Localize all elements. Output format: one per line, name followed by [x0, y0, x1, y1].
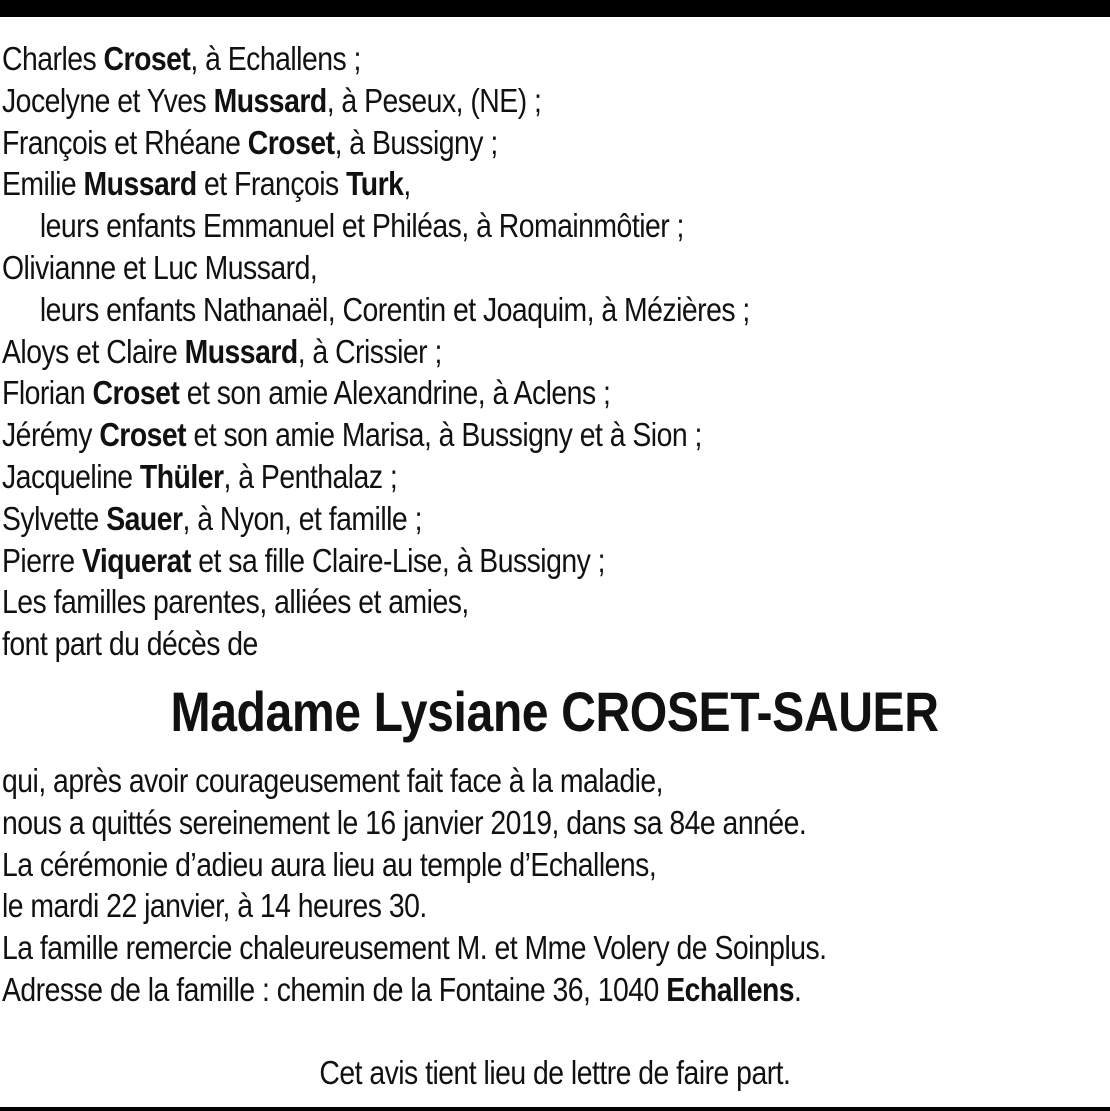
mourner-line: Jérémy Croset et son amie Marisa, à Bussigny et à Sion ; [2, 416, 702, 454]
deceased-name-heading: Madame Lysiane CROSET-SAUER [170, 680, 940, 743]
mourner-line: Olivianne et Luc Mussard, [2, 248, 318, 286]
mourner-line: Aloys et Claire Mussard, à Crissier ; [2, 332, 442, 370]
mourner-line: Sylvette Sauer, à Nyon, et famille ; [2, 499, 422, 537]
mourner-line: Florian Croset et son amie Alexandrine, à Aclens ; [2, 374, 611, 412]
bottom-rule [0, 1107, 1110, 1111]
family-address: Adresse de la famille : chemin de la Fontaine 36, 1040 Echallens. [2, 970, 802, 1008]
body-line: La cérémonie d’adieu aura lieu au temple d’Echallens, [2, 845, 657, 883]
mourner-line: Charles Croset, à Echallens ; [2, 40, 361, 77]
closing-note: Cet avis tient lieu de lettre de faire part. [319, 1054, 791, 1091]
body-line: qui, après avoir courageusement fait face à la maladie, [2, 762, 664, 799]
mourners-list [2, 38, 1102, 665]
announcement-body [2, 760, 1102, 1011]
families-line: Les familles parentes, alliées et amies, [2, 583, 469, 621]
mourner-line: Jocelyne et Yves Mussard, à Peseux, (NE) ; [2, 81, 542, 119]
body-line: nous a quittés sereinement le 16 janvier 2019, dans sa 84e année. [2, 803, 807, 841]
mourner-line: Emilie Mussard et François Turk, [2, 165, 411, 203]
announcement-line: font part du décès de [2, 625, 258, 663]
body-line: La famille remercie chaleureusement M. et Mme Volery de Soinplus. [2, 929, 827, 967]
top-rule [0, 0, 1110, 17]
mourner-children-line: leurs enfants Nathanaël, Corentin et Joaquim, à Mézières ; [39, 290, 750, 328]
mourner-line: Pierre Viquerat et sa fille Claire-Lise, à Bussigny ; [2, 541, 606, 579]
mourner-children-line: leurs enfants Emmanuel et Philéas, à Romainmôtier ; [39, 207, 684, 245]
mourner-line: François et Rhéane Croset, à Bussigny ; [2, 123, 498, 161]
body-line: le mardi 22 janvier, à 14 heures 30. [2, 887, 427, 925]
mourner-line: Jacqueline Thüler, à Penthalaz ; [2, 457, 398, 495]
